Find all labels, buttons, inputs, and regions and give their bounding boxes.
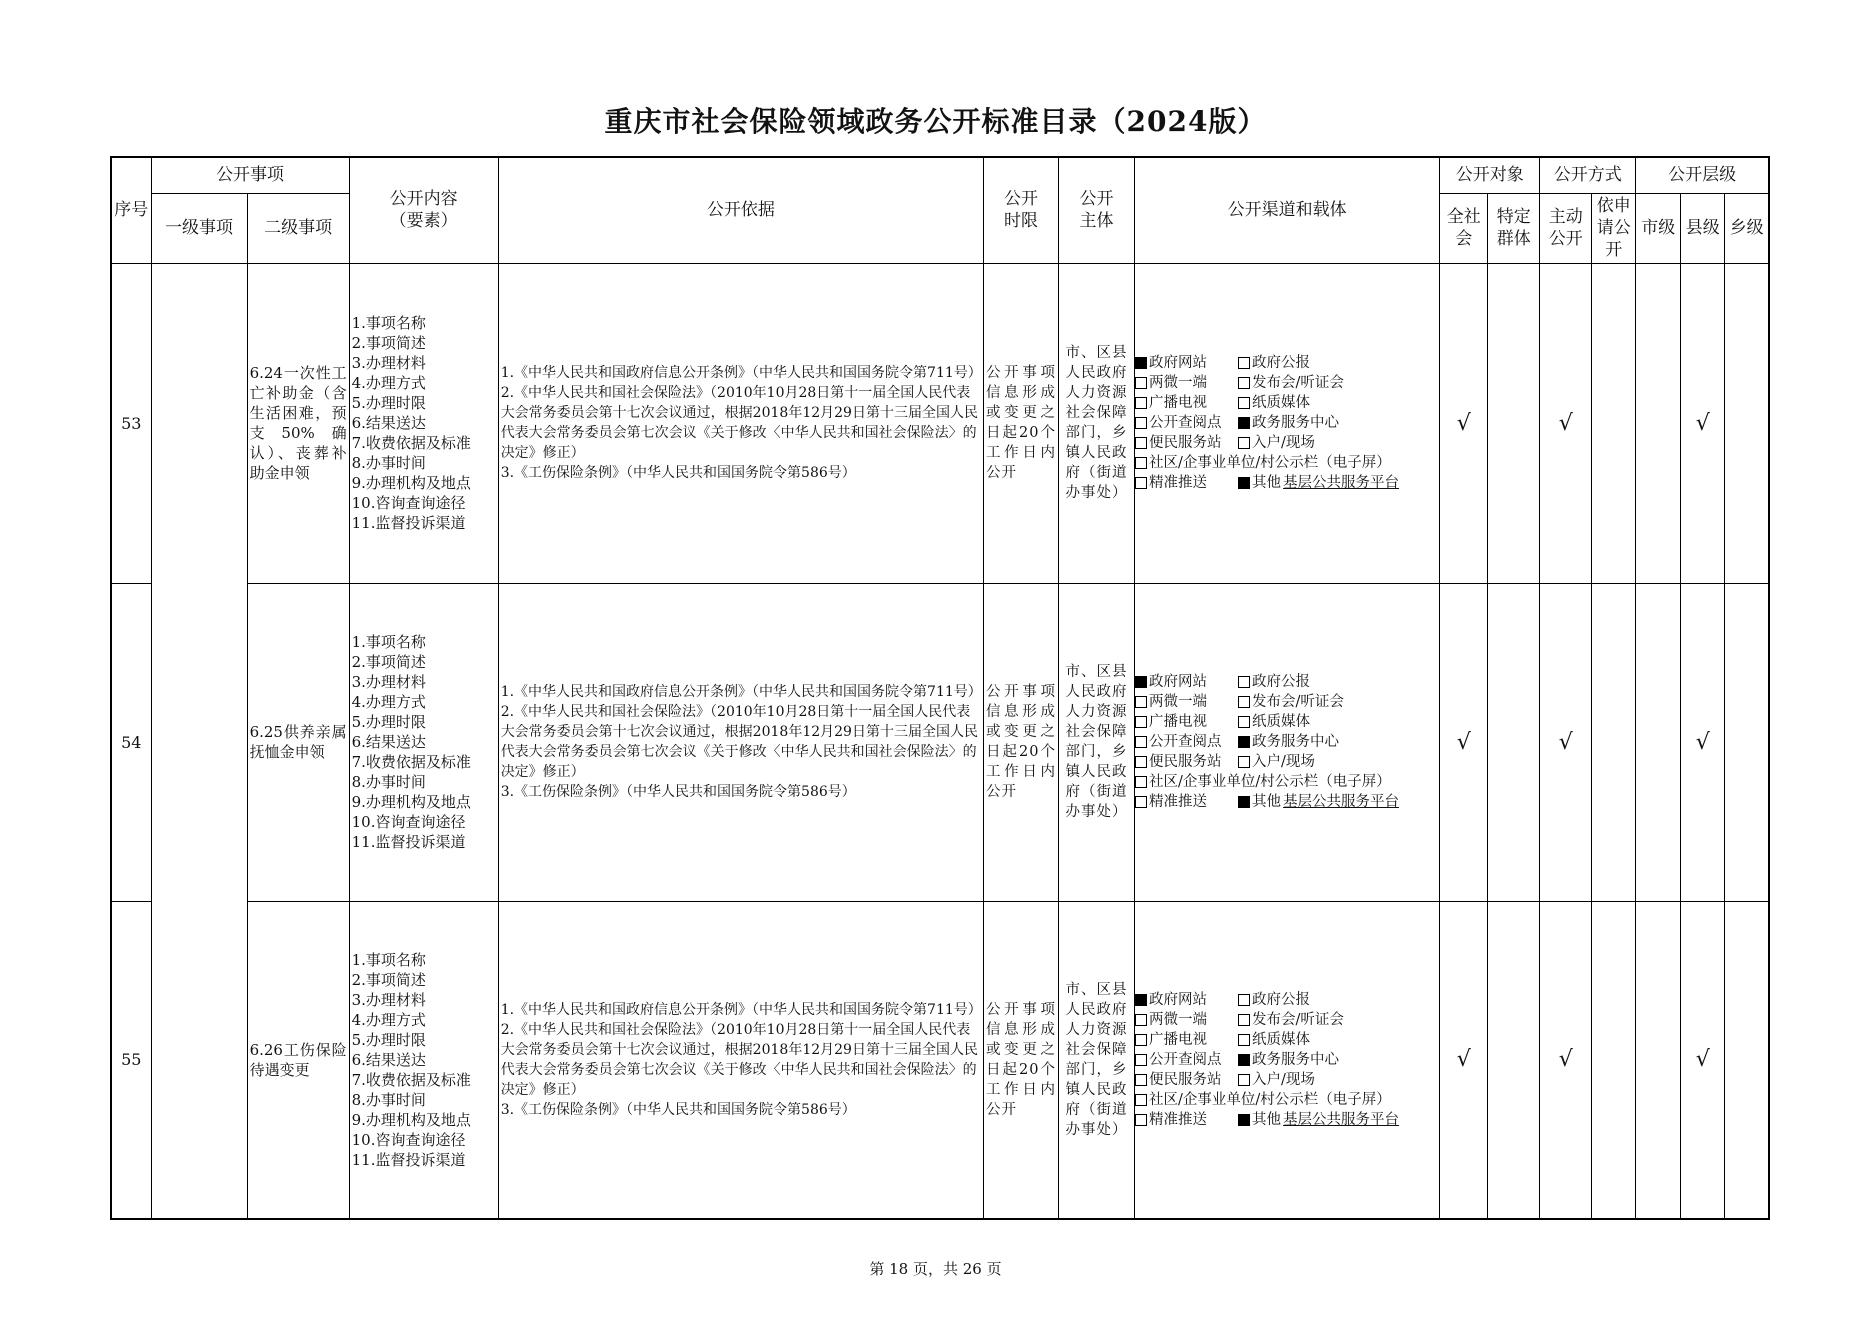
content-item: 1.事项名称 xyxy=(351,314,426,332)
row-subject: 市、区县人民政府人力资源社会保障部门，乡镇人民政府（街道办事处） xyxy=(1059,263,1135,583)
channel-line xyxy=(1135,433,1439,453)
unchecked-box-icon xyxy=(1135,796,1147,808)
content-item: 6.结果送达 xyxy=(351,414,426,432)
channel-label: 其他 xyxy=(1252,1111,1282,1128)
channel-option[interactable] xyxy=(1238,413,1339,433)
row-check-all: √ xyxy=(1440,263,1488,583)
checked-box-icon xyxy=(1135,676,1147,688)
header-level1: 一级事项 xyxy=(151,193,247,263)
row-check-city xyxy=(1636,901,1681,1219)
unchecked-box-icon xyxy=(1238,756,1250,768)
row-level2: 6.25供养亲属抚恤金申领 xyxy=(247,583,349,901)
row-seq: 54 xyxy=(111,583,151,901)
channel-option[interactable] xyxy=(1238,373,1344,393)
row-check-apply xyxy=(1592,263,1636,583)
header-method-apply: 依申请公开 xyxy=(1592,193,1636,263)
channel-label: 公开查阅点 xyxy=(1149,734,1222,750)
channel-label: 政府公报 xyxy=(1252,991,1311,1008)
unchecked-box-icon xyxy=(1238,994,1250,1006)
content-item: 5.办理时限 xyxy=(351,713,426,731)
basis-item: 1.《中华人民共和国政府信息公开条例》（中华人民共和国国务院令第711号） xyxy=(500,1001,982,1018)
channel-label: 精准推送 xyxy=(1149,475,1208,491)
channel-option[interactable] xyxy=(1135,732,1238,752)
channel-label: 其他 xyxy=(1252,475,1282,491)
unchecked-box-icon xyxy=(1238,397,1250,409)
channel-line xyxy=(1135,772,1439,792)
channel-option[interactable] xyxy=(1135,453,1391,473)
row-channels xyxy=(1135,263,1440,583)
channel-label: 政府网站 xyxy=(1149,674,1208,690)
channel-label: 政府网站 xyxy=(1149,991,1208,1008)
channel-line xyxy=(1135,1070,1439,1090)
row-deadline: 公开事项信息形成或变更之日起20个工作日内公开 xyxy=(983,901,1058,1219)
content-item: 6.结果送达 xyxy=(351,733,426,751)
unchecked-box-icon xyxy=(1135,477,1147,489)
checked-box-icon xyxy=(1238,477,1250,489)
content-item: 1.事项名称 xyxy=(351,633,426,651)
channel-label: 便民服务站 xyxy=(1149,435,1222,451)
channel-label: 政务服务中心 xyxy=(1252,415,1340,431)
unchecked-box-icon xyxy=(1135,417,1147,429)
content-item: 7.收费依据及标准 xyxy=(351,753,471,771)
basis-item: 1.《中华人民共和国政府信息公开条例》（中华人民共和国国务院令第711号） xyxy=(500,365,982,381)
channel-option[interactable] xyxy=(1238,433,1315,453)
channel-label: 广播电视 xyxy=(1149,1031,1208,1048)
row-check-apply xyxy=(1592,901,1636,1219)
channel-label: 社区/企事业单位/村公示栏（电子屏） xyxy=(1149,1091,1391,1108)
channel-option[interactable] xyxy=(1135,373,1238,393)
row-check-active: √ xyxy=(1540,901,1592,1219)
channel-option[interactable] xyxy=(1135,433,1238,453)
content-item: 3.办理材料 xyxy=(351,354,426,372)
channel-line xyxy=(1135,752,1439,772)
channel-label: 社区/企事业单位/村公示栏（电子屏） xyxy=(1149,455,1391,471)
channel-label: 纸质媒体 xyxy=(1252,714,1311,730)
channel-label: 入户/现场 xyxy=(1252,1071,1315,1088)
channel-line xyxy=(1135,1090,1439,1110)
channel-option[interactable] xyxy=(1238,692,1344,712)
header-seq: 序号 xyxy=(111,157,151,263)
channel-line xyxy=(1135,1010,1439,1030)
channel-line xyxy=(1135,990,1439,1010)
content-item: 9.办理机构及地点 xyxy=(351,474,471,492)
unchecked-box-icon xyxy=(1238,1034,1250,1046)
unchecked-box-icon xyxy=(1135,756,1147,768)
checked-box-icon xyxy=(1135,357,1147,369)
row-level1 xyxy=(151,263,247,1219)
checked-box-icon xyxy=(1238,796,1250,808)
channel-option[interactable] xyxy=(1135,792,1238,812)
channel-option[interactable] xyxy=(1238,473,1399,493)
checked-box-icon xyxy=(1238,417,1250,429)
content-item: 2.事项简述 xyxy=(351,334,426,352)
channel-option[interactable] xyxy=(1238,712,1310,732)
unchecked-box-icon xyxy=(1135,437,1147,449)
unchecked-box-icon xyxy=(1135,736,1147,748)
content-item: 2.事项简述 xyxy=(351,653,426,671)
basis-item: 3.《工伤保险条例》（中华人民共和国国务院令第586号） xyxy=(500,784,856,800)
channel-label: 公开查阅点 xyxy=(1149,1051,1222,1068)
unchecked-box-icon xyxy=(1238,377,1250,389)
channel-line xyxy=(1135,453,1439,473)
channel-line xyxy=(1135,1050,1439,1070)
channel-option[interactable] xyxy=(1135,1030,1238,1050)
channel-label: 两微一端 xyxy=(1149,1011,1208,1028)
content-item: 8.办事时间 xyxy=(351,773,426,791)
channel-option[interactable] xyxy=(1238,672,1310,692)
row-check-county: √ xyxy=(1681,583,1725,901)
channel-line xyxy=(1135,1110,1439,1130)
channel-option[interactable] xyxy=(1135,1110,1238,1130)
unchecked-box-icon xyxy=(1135,1034,1147,1046)
channel-line xyxy=(1135,353,1439,373)
channel-option[interactable] xyxy=(1135,473,1238,493)
row-basis xyxy=(498,263,983,583)
channel-option[interactable] xyxy=(1238,1110,1399,1130)
basis-item: 2.《中华人民共和国社会保险法》（2010年10月28日第十一届全国人民代表大会常务委员会第十七次会议通过，根据2018年12月29日第十三届全国人民代表大会常务委员会第七次会议《关于修改〈中华人民共和国社会保险法〉的决定》修正） xyxy=(500,385,978,461)
channel-line xyxy=(1135,692,1439,712)
row-deadline: 公开事项信息形成或变更之日起20个工作日内公开 xyxy=(983,263,1058,583)
content-item: 9.办理机构及地点 xyxy=(351,1110,471,1129)
row-check-county: √ xyxy=(1681,263,1725,583)
content-item: 9.办理机构及地点 xyxy=(351,793,471,811)
content-item: 10.咨询查询途径 xyxy=(351,1130,466,1149)
content-item: 4.办理方式 xyxy=(351,1010,426,1029)
header-target-all: 全社会 xyxy=(1440,193,1488,263)
row-level2: 6.26工伤保险待遇变更 xyxy=(247,901,349,1219)
unchecked-box-icon xyxy=(1135,457,1147,469)
channel-label: 政务服务中心 xyxy=(1252,1051,1340,1068)
checked-box-icon xyxy=(1238,1114,1250,1126)
channel-line xyxy=(1135,473,1439,493)
document-title: 重庆市社会保险领域政务公开标准目录（2024版） xyxy=(604,105,1267,138)
basis-item: 1.《中华人民共和国政府信息公开条例》（中华人民共和国国务院令第711号） xyxy=(500,684,982,700)
content-item: 3.办理材料 xyxy=(351,990,426,1009)
channel-line xyxy=(1135,393,1439,413)
header-level-city: 市级 xyxy=(1636,193,1681,263)
channel-label: 便民服务站 xyxy=(1149,754,1222,770)
channel-option[interactable] xyxy=(1135,672,1238,692)
channel-option[interactable] xyxy=(1238,752,1315,772)
row-check-city xyxy=(1636,583,1681,901)
channel-option[interactable] xyxy=(1238,732,1339,752)
header-level2: 二级事项 xyxy=(247,193,349,263)
table-row xyxy=(111,263,1769,583)
channel-label: 公开查阅点 xyxy=(1149,415,1222,431)
channel-label: 两微一端 xyxy=(1149,694,1208,710)
unchecked-box-icon xyxy=(1135,776,1147,788)
channel-label: 入户/现场 xyxy=(1252,754,1315,770)
channel-option[interactable] xyxy=(1238,393,1310,413)
content-item: 11.监督投诉渠道 xyxy=(351,833,466,851)
header-basis: 公开依据 xyxy=(498,157,983,263)
page-footer: 第 18 页，共 26 页 xyxy=(869,1260,1002,1278)
content-item: 5.办理时限 xyxy=(351,394,426,412)
channel-option[interactable] xyxy=(1238,1050,1339,1070)
checked-box-icon xyxy=(1238,1054,1250,1066)
channel-other-text: 基层公共服务平台 xyxy=(1283,475,1400,491)
channel-label: 入户/现场 xyxy=(1252,435,1315,451)
content-item: 7.收费依据及标准 xyxy=(351,434,471,452)
row-channels xyxy=(1135,583,1440,901)
row-check-city xyxy=(1636,263,1681,583)
header-method-active: 主动公开 xyxy=(1540,193,1592,263)
channel-label: 广播电视 xyxy=(1149,714,1208,730)
unchecked-box-icon xyxy=(1135,696,1147,708)
unchecked-box-icon xyxy=(1135,377,1147,389)
content-item: 3.办理材料 xyxy=(351,673,426,691)
channel-option[interactable] xyxy=(1135,1050,1238,1070)
row-seq: 53 xyxy=(111,263,151,583)
channel-option[interactable] xyxy=(1135,990,1238,1010)
channel-line xyxy=(1135,413,1439,433)
channel-label: 发布会/听证会 xyxy=(1252,375,1344,391)
channel-label: 发布会/听证会 xyxy=(1252,694,1344,710)
row-basis xyxy=(498,901,983,1219)
content-item: 8.办事时间 xyxy=(351,454,426,472)
row-check-specific xyxy=(1488,901,1540,1219)
row-subject: 市、区县人民政府人力资源社会保障部门，乡镇人民政府（街道办事处） xyxy=(1059,583,1135,901)
row-level2: 6.24一次性工亡补助金（含生活困难，预支50%确认）、丧葬补助金申领 xyxy=(247,263,349,583)
channel-option[interactable] xyxy=(1238,1010,1344,1030)
channel-option[interactable] xyxy=(1238,1030,1310,1050)
row-check-all: √ xyxy=(1440,901,1488,1219)
row-check-county: √ xyxy=(1681,901,1725,1219)
row-deadline: 公开事项信息形成或变更之日起20个工作日内公开 xyxy=(983,583,1058,901)
unchecked-box-icon xyxy=(1135,1014,1147,1026)
header-level: 公开层级 xyxy=(1636,157,1769,193)
channel-label: 其他 xyxy=(1252,794,1282,810)
channel-label: 两微一端 xyxy=(1149,375,1208,391)
basis-item: 3.《工伤保险条例》（中华人民共和国国务院令第586号） xyxy=(500,1101,856,1118)
channel-option[interactable] xyxy=(1135,1070,1238,1090)
channel-line xyxy=(1135,712,1439,732)
row-check-town xyxy=(1725,901,1769,1219)
channel-other-text: 基层公共服务平台 xyxy=(1283,794,1400,810)
header-method: 公开方式 xyxy=(1540,157,1636,193)
row-content xyxy=(349,263,498,583)
unchecked-box-icon xyxy=(1135,716,1147,728)
header-target: 公开对象 xyxy=(1440,157,1540,193)
row-content xyxy=(349,583,498,901)
unchecked-box-icon xyxy=(1238,716,1250,728)
channel-option[interactable] xyxy=(1135,393,1238,413)
row-subject: 市、区县人民政府人力资源社会保障部门，乡镇人民政府（街道办事处） xyxy=(1059,901,1135,1219)
row-seq: 55 xyxy=(111,901,151,1219)
unchecked-box-icon xyxy=(1238,357,1250,369)
content-item: 7.收费依据及标准 xyxy=(351,1070,471,1089)
unchecked-box-icon xyxy=(1135,1054,1147,1066)
channel-option[interactable] xyxy=(1135,413,1238,433)
channel-option[interactable] xyxy=(1135,692,1238,712)
unchecked-box-icon xyxy=(1238,676,1250,688)
content-item: 10.咨询查询途径 xyxy=(351,494,466,512)
channel-line xyxy=(1135,672,1439,692)
channel-other-text: 基层公共服务平台 xyxy=(1283,1111,1400,1128)
channel-label: 精准推送 xyxy=(1149,1111,1208,1128)
unchecked-box-icon xyxy=(1238,437,1250,449)
row-check-all: √ xyxy=(1440,583,1488,901)
channel-label: 政府公报 xyxy=(1252,674,1311,690)
unchecked-box-icon xyxy=(1135,397,1147,409)
channel-option[interactable] xyxy=(1135,712,1238,732)
header-deadline: 公开时限 xyxy=(983,157,1058,263)
channel-label: 政府公报 xyxy=(1252,355,1311,371)
channel-option[interactable] xyxy=(1238,792,1399,812)
row-check-town xyxy=(1725,583,1769,901)
basis-item: 3.《工伤保险条例》（中华人民共和国国务院令第586号） xyxy=(500,465,856,481)
row-basis xyxy=(498,583,983,901)
header-level-town: 乡级 xyxy=(1725,193,1769,263)
channel-label: 精准推送 xyxy=(1149,794,1208,810)
unchecked-box-icon xyxy=(1135,1074,1147,1086)
channel-option[interactable] xyxy=(1135,752,1238,772)
header-content: 公开内容（要素） xyxy=(349,157,498,263)
channel-label: 纸质媒体 xyxy=(1252,395,1311,411)
unchecked-box-icon xyxy=(1238,696,1250,708)
channel-option[interactable] xyxy=(1135,1090,1391,1110)
channel-label: 便民服务站 xyxy=(1149,1071,1222,1088)
row-channels xyxy=(1135,901,1440,1219)
row-check-specific xyxy=(1488,263,1540,583)
unchecked-box-icon xyxy=(1135,1094,1147,1106)
channel-option[interactable] xyxy=(1238,353,1310,373)
unchecked-box-icon xyxy=(1238,1074,1250,1086)
content-item: 11.监督投诉渠道 xyxy=(351,1150,466,1169)
header-item-group: 公开事项 xyxy=(151,157,349,193)
channel-label: 政务服务中心 xyxy=(1252,734,1340,750)
content-item: 4.办理方式 xyxy=(351,374,426,392)
row-check-apply xyxy=(1592,583,1636,901)
channel-label: 政府网站 xyxy=(1149,355,1208,371)
channel-option[interactable] xyxy=(1135,772,1391,792)
content-item: 5.办理时限 xyxy=(351,1030,426,1049)
content-item: 10.咨询查询途径 xyxy=(351,813,466,831)
channel-line xyxy=(1135,373,1439,393)
row-check-town xyxy=(1725,263,1769,583)
content-item: 4.办理方式 xyxy=(351,693,426,711)
row-check-active: √ xyxy=(1540,583,1592,901)
channel-line xyxy=(1135,732,1439,752)
catalog-table xyxy=(110,156,1770,1220)
header-channel: 公开渠道和载体 xyxy=(1135,157,1440,263)
row-check-active: √ xyxy=(1540,263,1592,583)
table-row xyxy=(111,901,1769,1219)
channel-label: 纸质媒体 xyxy=(1252,1031,1311,1048)
checked-box-icon xyxy=(1238,736,1250,748)
header-target-specific: 特定群体 xyxy=(1488,193,1540,263)
content-item: 2.事项简述 xyxy=(351,970,426,989)
channel-label: 广播电视 xyxy=(1149,395,1208,411)
row-check-specific xyxy=(1488,583,1540,901)
content-item: 1.事项名称 xyxy=(351,950,426,969)
content-item: 6.结果送达 xyxy=(351,1050,426,1069)
basis-item: 2.《中华人民共和国社会保险法》（2010年10月28日第十一届全国人民代表大会常务委员会第十七次会议通过，根据2018年12月29日第十三届全国人民代表大会常务委员会第七次会议《关于修改〈中华人民共和国社会保险法〉的决定》修正） xyxy=(500,1021,978,1098)
channel-label: 发布会/听证会 xyxy=(1252,1011,1344,1028)
row-content xyxy=(349,901,498,1219)
content-item: 11.监督投诉渠道 xyxy=(351,514,466,532)
content-item: 8.办事时间 xyxy=(351,1090,426,1109)
channel-option[interactable] xyxy=(1238,990,1310,1010)
channel-option[interactable] xyxy=(1238,1070,1315,1090)
channel-line xyxy=(1135,1030,1439,1050)
basis-item: 2.《中华人民共和国社会保险法》（2010年10月28日第十一届全国人民代表大会常务委员会第十七次会议通过，根据2018年12月29日第十三届全国人民代表大会常务委员会第七次会议《关于修改〈中华人民共和国社会保险法〉的决定》修正） xyxy=(500,704,978,780)
channel-option[interactable] xyxy=(1135,353,1238,373)
header-level-county: 县级 xyxy=(1681,193,1725,263)
checked-box-icon xyxy=(1135,994,1147,1006)
unchecked-box-icon xyxy=(1135,1114,1147,1126)
header-subject: 公开主体 xyxy=(1059,157,1135,263)
table-row xyxy=(111,583,1769,901)
unchecked-box-icon xyxy=(1238,1014,1250,1026)
channel-line xyxy=(1135,792,1439,812)
channel-option[interactable] xyxy=(1135,1010,1238,1030)
channel-label: 社区/企事业单位/村公示栏（电子屏） xyxy=(1149,774,1391,790)
